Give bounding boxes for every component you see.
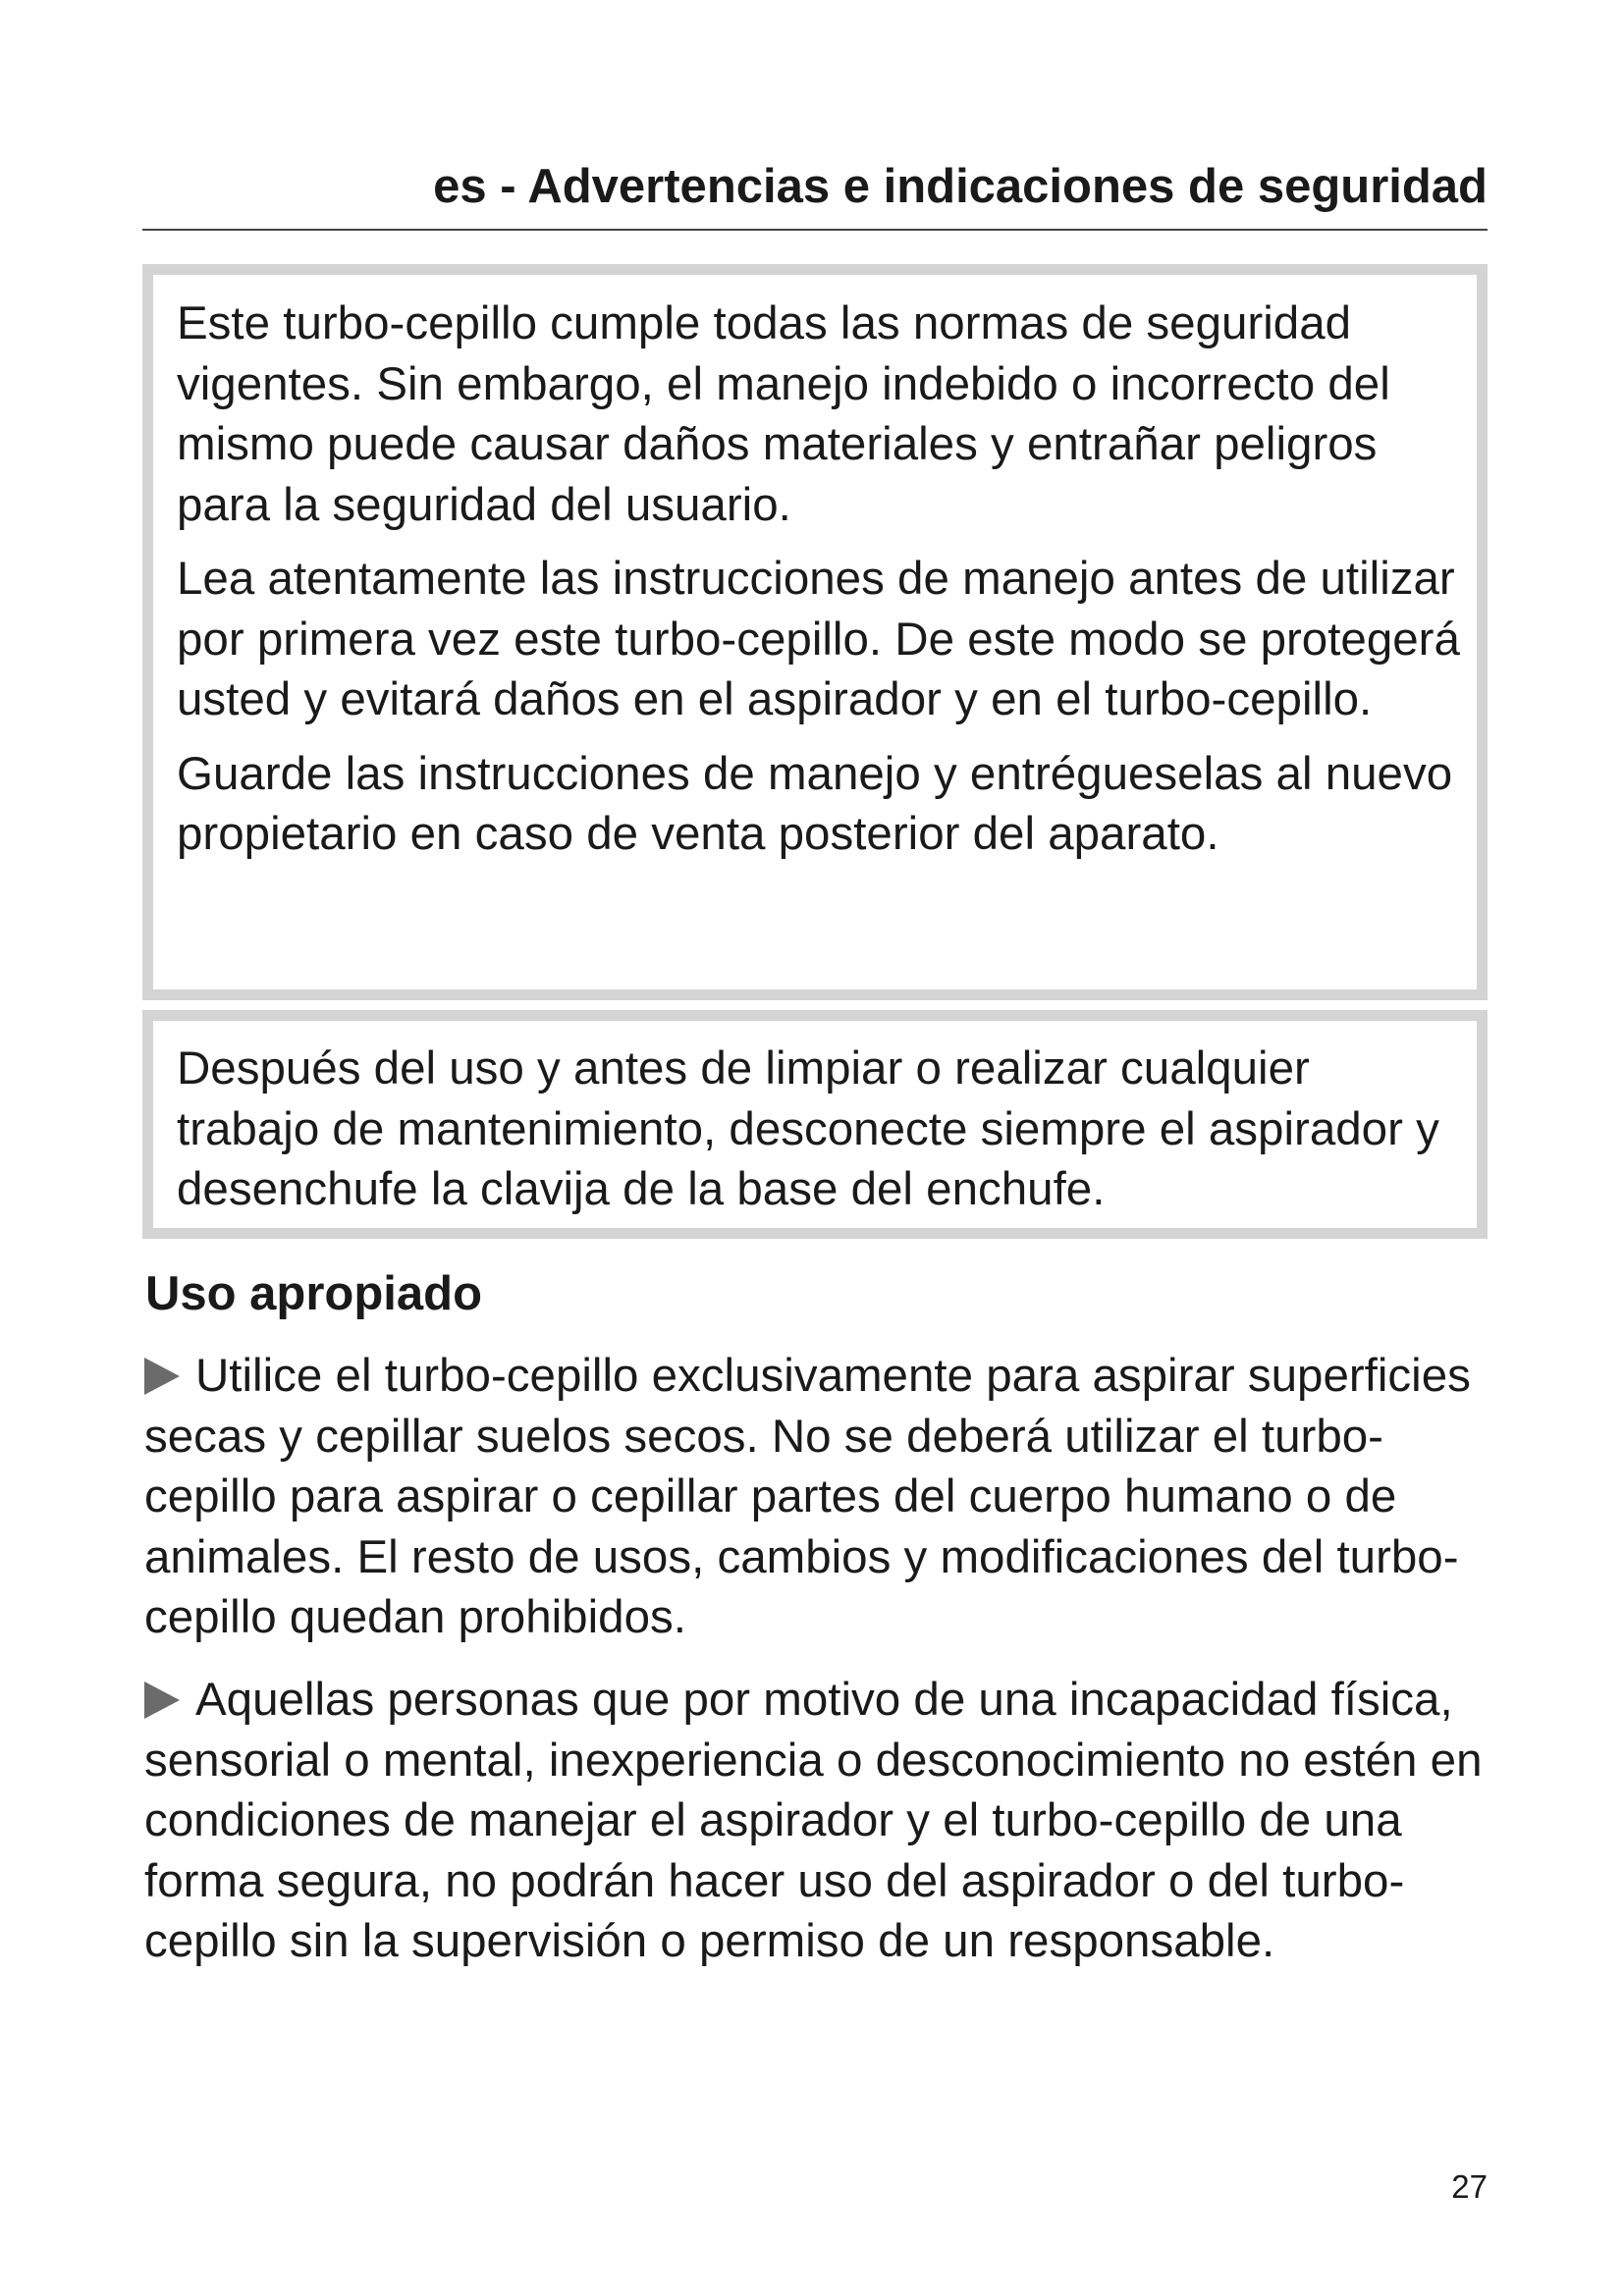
section-heading: Uso apropiado	[145, 1267, 483, 1320]
list-item	[144, 1670, 1488, 1972]
list-item-text: Aquellas personas que por motivo de una incapacidad física, sensorial o mental, inexperiencia o desconocimiento no estén en condiciones de manejar el aspirador y el turbo-cepillo de una forma segura, no podrán hacer uso del aspirador o del turbo-cepillo sin la supervisión o permiso de un responsable.	[144, 1674, 1483, 1967]
safety-notice-box	[142, 264, 1488, 1000]
warning-paragraph: Después del uso y antes de limpiar o realizar cualquier trabajo de mantenimiento, desconecte siempre el aspirador y desenchufe la clavija de la base del enchufe.	[177, 1042, 1439, 1215]
triangle-right-icon	[144, 1358, 180, 1395]
list-item-text: Utilice el turbo-cepillo exclusivamente para aspirar superficies secas y cepillar suelos secos. No se deberá utilizar el turbo-cepillo para aspirar o cepillar partes del cuerpo humano o de animales. El resto de usos, cambios y modificaciones del turbo-cepillo quedan prohibidos.	[144, 1350, 1471, 1643]
list-item	[144, 1346, 1488, 1648]
page-header-title: es - Advertencias e indicaciones de seguridad	[433, 160, 1488, 213]
notice-paragraph: Este turbo-cepillo cumple todas las normas de seguridad vigentes. Sin embargo, el manejo indebido o incorrecto del mismo puede causar daños materiales y entrañar peligros para la seguridad del usuario.	[177, 297, 1390, 531]
header-divider	[142, 229, 1488, 231]
maintenance-warning-box	[142, 1010, 1488, 1239]
notice-paragraph: Lea atentamente las instrucciones de manejo antes de utilizar por primera vez este turbo-cepillo. De este modo se protegerá usted y evitará daños en el aspirador y en el turbo-cepillo.	[177, 553, 1460, 725]
triangle-right-icon	[144, 1682, 180, 1719]
notice-paragraph: Guarde las instrucciones de manejo y entrégueselas al nuevo propietario en caso de venta posterior del aparato.	[177, 747, 1453, 860]
page-number: 27	[1451, 2168, 1488, 2205]
